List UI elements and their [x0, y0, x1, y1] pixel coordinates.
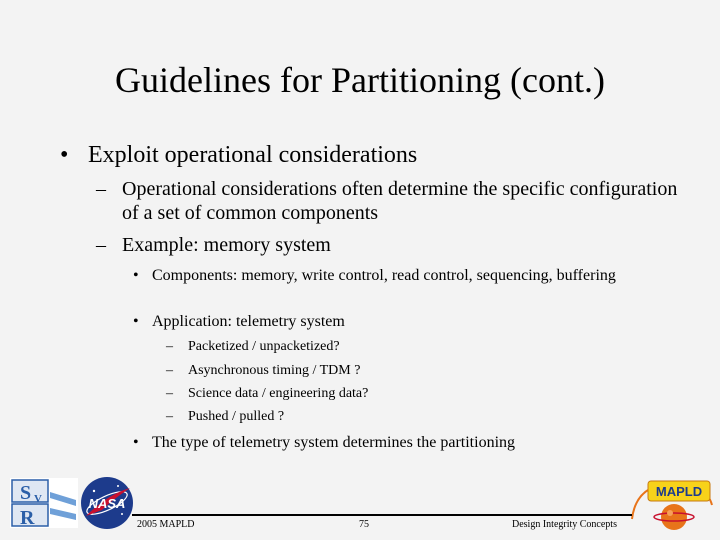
footer-page-number: 75	[359, 519, 369, 530]
dash-bullet: –	[96, 178, 106, 200]
svg-text:R: R	[20, 507, 35, 528]
dash-bullet: –	[166, 386, 173, 401]
telemetry-text: Asynchronous timing / TDM ?	[188, 363, 361, 378]
item-text: Application: telemetry system	[152, 313, 345, 330]
svr-logo	[10, 478, 78, 528]
dash-bullet: –	[96, 234, 106, 256]
footer-left: 2005 MAPLD	[137, 519, 195, 530]
dash-bullet: –	[166, 363, 173, 378]
svg-text:S: S	[20, 482, 32, 504]
sub-bullet-text: Example: memory system	[122, 234, 331, 256]
slide-title: Guidelines for Partitioning (cont.)	[115, 60, 605, 100]
bullet-dot: •	[133, 434, 139, 451]
svg-text:NASA: NASA	[88, 496, 126, 511]
svg-text:MAPLD: MAPLD	[655, 484, 703, 499]
footer-rule	[132, 514, 632, 516]
bullet-dot: •	[133, 267, 139, 284]
bullet-dot: •	[133, 313, 139, 330]
telemetry-text: Pushed / pulled ?	[188, 409, 285, 424]
mapld-logo-graphic	[628, 475, 716, 533]
telemetry-text: Science data / engineering data?	[188, 386, 369, 401]
sub-bullet-text: Operational considerations often determine the specific configuration of a set of common components	[122, 178, 678, 224]
svr-logo-graphic	[10, 478, 78, 528]
bullet-dot: •	[60, 142, 69, 168]
nasa-logo-graphic	[80, 476, 134, 530]
dash-bullet: –	[166, 339, 173, 354]
dash-bullet: –	[166, 409, 173, 424]
footer-right: Design Integrity Concepts	[512, 519, 617, 530]
item-text: The type of telemetry system determines the partitioning	[152, 434, 516, 451]
nasa-logo	[80, 476, 134, 530]
mapld-logo	[628, 475, 716, 533]
telemetry-text: Packetized / unpacketized?	[188, 339, 340, 354]
item-text: Components: memory, write control, read control, sequencing, buffering	[152, 267, 616, 284]
svg-text:V: V	[34, 493, 42, 505]
bullet-text: Exploit operational considerations	[88, 142, 418, 168]
